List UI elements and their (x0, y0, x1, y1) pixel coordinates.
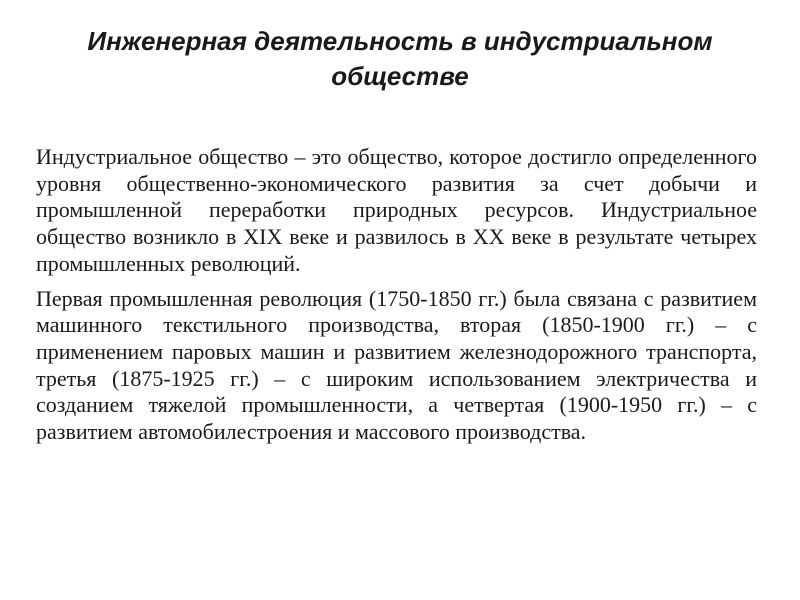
paragraph-industrial-revolutions: Первая промышленная революция (1750-1850 гг.) была связана с развитием машинного текстильного производства, вторая (1850-1900 гг.) – с применением паровых машин и развитием железнодорожного транспорта, третья (1875-1925 гг.) – с широким использованием электричества и созданием тяжелой промышленности, а четвертая (1900-1950 гг.) – с развитием автомобилестроения и массового производства. (36, 285, 757, 445)
slide-body (36, 144, 757, 454)
paragraph-industrial-society-definition: Индустриальное общество – это общество, которое достигло определенного уровня общественно-экономического развития за счет добычи и промышленной переработки природных ресурсов. Индустриальное общество возникло в XIX веке и развилось в XX веке в результате четырех промышленных революций. (36, 144, 757, 276)
slide-title: Инженерная деятельность в индустриальном обществе (87, 26, 713, 91)
